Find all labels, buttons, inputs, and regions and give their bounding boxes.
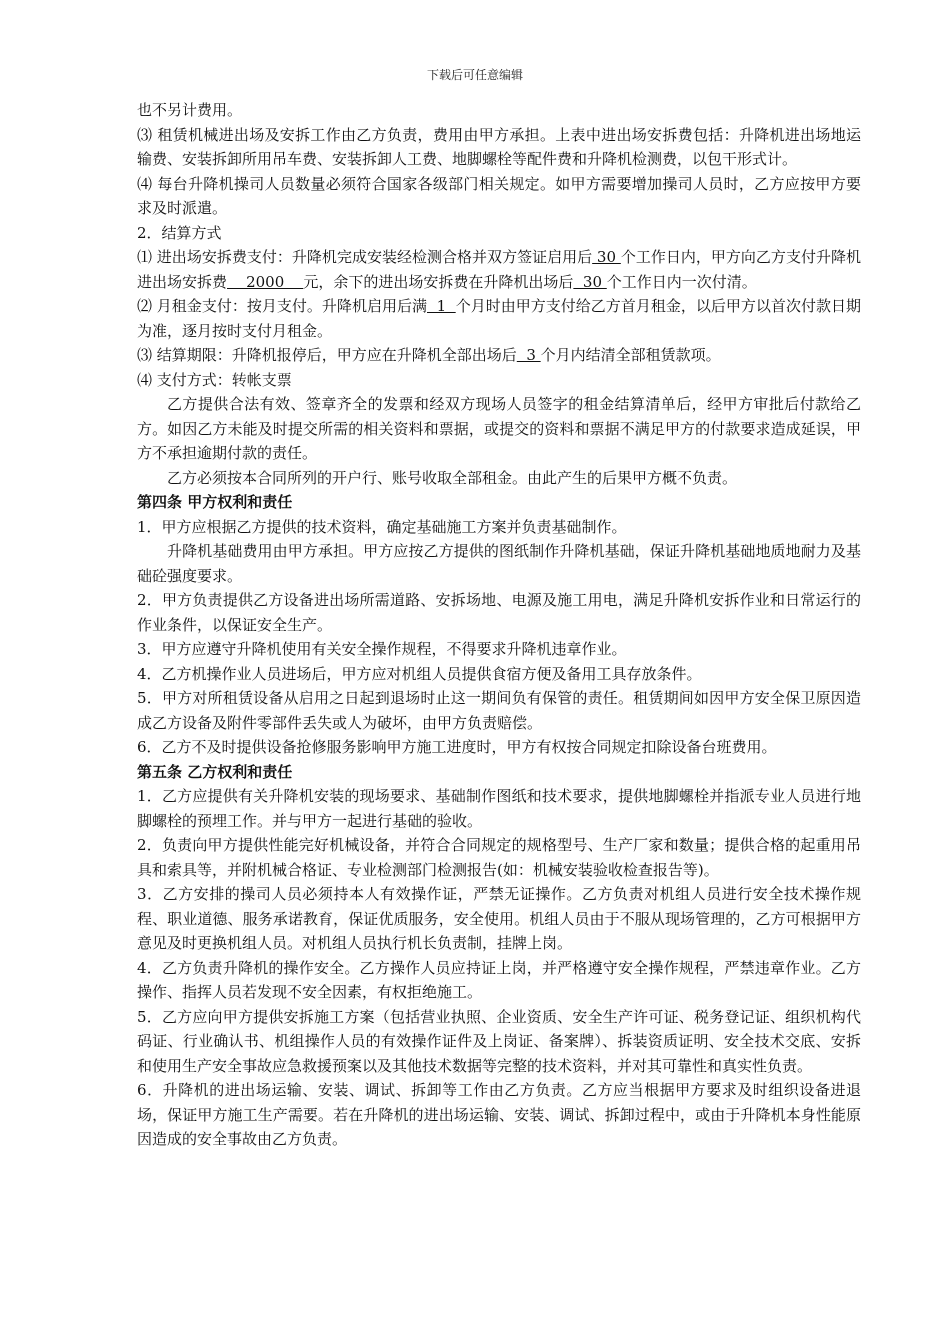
blank-value: 30: [573, 272, 607, 291]
text: ⑴ 进出场安拆费支付：升降机完成安装经检测合格并双方签证启用后: [137, 248, 593, 266]
paragraph: 6．升降机的进出场运输、安装、调试、拆卸等工作由乙方负责。乙方应当根据甲方要求及时组织设备进退场，保证甲方施工生产需要。若在升降机的进出场运输、安装、调试、拆卸过程中，或由于升降机本身性能原因造成的安全事故由乙方负责。: [137, 1081, 861, 1148]
text: 个月时由甲方支付给乙方首月租金，以后甲方以首次付款日期为准，逐月按时支付月租金。: [137, 297, 861, 340]
blank-value: 30: [592, 248, 621, 266]
text: ⑵ 月租金支付：按月支付。升降机启用后满: [137, 297, 428, 315]
paragraph: 5．甲方对所租赁设备从启用之日起到退场时止这一期间负有保管的责任。租赁期间如因甲方安全保卫原因造成乙方设备及附件零部件丢失或人为破坏，由甲方负责赔偿。: [137, 689, 861, 732]
blank-value: 2000: [227, 272, 304, 291]
paragraph: 2．负责向甲方提供性能完好机械设备，并符合合同规定的规格型号、生产厂家和数量；提供合格的起重用吊具和索具等，并附机械合格证、专业检测部门检测报告(如：机械安装验收检查报告等)。: [137, 836, 861, 879]
paragraph: 4．乙方机操作业人员进场后，甲方应对机组人员提供食宿方便及备用工具存放条件。: [137, 664, 702, 683]
paragraph: [137, 294, 861, 343]
text: 个工作日内，甲方向乙方支付升降机进出场安拆费: [137, 248, 861, 291]
paragraph: 4．乙方负责升降机的操作安全。乙方操作人员应持证上岗，并严格遵守安全操作规程，严禁违章作业。乙方操作、指挥人员若发现不安全因素，有权拒绝施工。: [137, 958, 861, 1001]
text: 个工作日内一次付清。: [606, 272, 757, 291]
text: 个月内结清全部租赁款项。: [540, 346, 721, 364]
blank-value: 3: [516, 346, 541, 364]
paragraph: ⑷ 支付方式：转帐支票: [137, 370, 292, 389]
text: 元，余下的进出场安拆费在升降机出场后: [303, 272, 574, 291]
section-heading: 第四条 甲方权利和责任: [137, 493, 293, 511]
paragraph: 5．乙方应向甲方提供安拆施工方案（包括营业执照、企业资质、安全生产许可证、税务登记证、组织机构代码证、行业确认书、机组操作人员的有效操作证件及上岗证、备案牌）、拆装资质证明、安全技术交底、安拆和使用生产安全事故应急救援预案以及其他技术数据等完整的技术资料，并对其可靠性和真实性负责。: [137, 1007, 861, 1075]
paragraph: [137, 343, 861, 368]
document-body: [137, 98, 861, 1152]
paragraph: ⑶ 租赁机械进出场及安拆工作由乙方负责，费用由甲方承担。上表中进出场安拆费包括：升降机进出场地运输费、安装拆卸所用吊车费、安装拆卸人工费、地脚螺栓等配件费和升降机检测费，以包干形式计。: [137, 125, 861, 168]
section-subheading: 2．结算方式: [137, 223, 222, 242]
paragraph: 3．乙方安排的操司人员必须持本人有效操作证，严禁无证操作。乙方负责对机组人员进行安全技术操作规程、职业道德、服务承诺教育，保证优质服务，安全使用。机组人员由于不服从现场管理的，乙方可根据甲方意见及时更换机组人员。对机组人员执行机长负责制，挂牌上岗。: [137, 885, 861, 952]
paragraph: 乙方必须按本合同所列的开户行、账号收取全部租金。由此产生的后果甲方概不负责。: [167, 468, 738, 487]
paragraph: 6．乙方不及时提供设备抢修服务影响甲方施工进度时，甲方有权按合同规定扣除设备台班费用。: [137, 738, 777, 756]
text: ⑶ 结算期限：升降机报停后，甲方应在升降机全部出场后: [137, 346, 517, 364]
paragraph: 升降机基础费用由甲方承担。甲方应按乙方提供的图纸制作升降机基础，保证升降机基础地质地耐力及基础砼强度要求。: [137, 542, 861, 585]
section-heading: 第五条 乙方权利和责任: [137, 762, 293, 781]
paragraph: 2．甲方负责提供乙方设备进出场所需道路、安拆场地、电源及施工用电，满足升降机安拆作业和日常运行的作业条件，以保证安全生产。: [137, 591, 861, 634]
blank-value: 1: [427, 297, 456, 315]
page-header: 下载后可任意编辑: [426, 68, 523, 82]
paragraph: 也不另计费用。: [137, 101, 243, 119]
paragraph: ⑷ 每台升降机操司人员数量必须符合国家各级部门相关规定。如甲方需要增加操司人员时，乙方应按甲方要求及时派遣。: [137, 174, 861, 217]
paragraph: 3．甲方应遵守升降机使用有关安全操作规程，不得要求升降机违章作业。: [137, 640, 627, 658]
paragraph: 1．乙方应提供有关升降机安装的现场要求、基础制作图纸和技术要求，提供地脚螺栓并指派专业人员进行地脚螺栓的预埋工作。并与甲方一起进行基础的验收。: [137, 787, 861, 830]
paragraph: 乙方提供合法有效、签章齐全的发票和经双方现场人员签字的租金结算清单后，经甲方审批后付款给乙方。如因乙方未能及时提交所需的相关资料和票据，或提交的资料和票据不满足甲方的付款要求造成延误，甲方不承担逾期付款的责任。: [137, 395, 861, 462]
paragraph: 1．甲方应根据乙方提供的技术资料，确定基础施工方案并负责基础制作。: [137, 517, 627, 536]
paragraph: [137, 245, 861, 294]
